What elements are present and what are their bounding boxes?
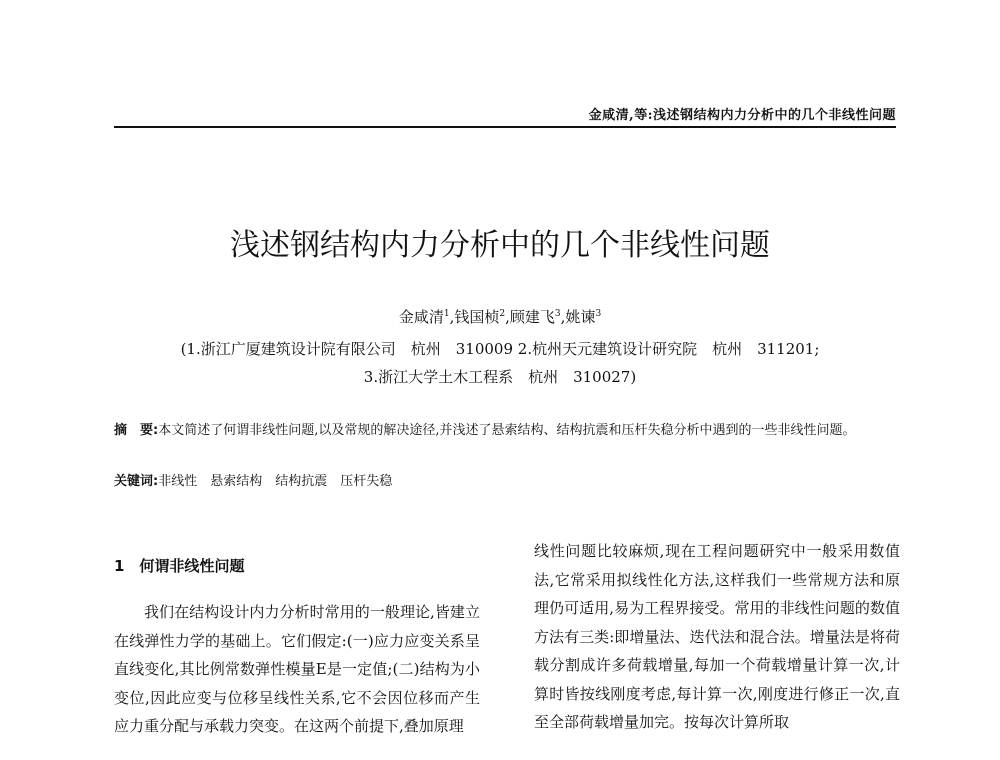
running-head: 金咸清,等:浅述钢结构内力分析中的几个非线性问题 bbox=[588, 108, 896, 123]
abstract-text: 本文简述了何谓非线性问题,以及常规的解决途径,并浅述了悬索结构、结构抗震和压杆失稳分析中遇到的一些非线性问题。 bbox=[158, 423, 856, 438]
author-name: 顾建飞 bbox=[509, 308, 555, 326]
author-affil-mark: 2 bbox=[499, 309, 506, 319]
keywords bbox=[114, 470, 896, 489]
author-affil-mark: 3 bbox=[595, 309, 602, 319]
author-name: 金咸清 bbox=[398, 308, 444, 326]
author-sep: , bbox=[449, 308, 455, 326]
keywords-label: 关键词: bbox=[114, 474, 159, 489]
abstract-label: 摘 要: bbox=[114, 423, 159, 438]
author-name: 钱国桢 bbox=[454, 308, 500, 326]
author-affil-mark: 1 bbox=[443, 309, 450, 319]
author-sep: , bbox=[560, 308, 566, 326]
header-rule bbox=[114, 126, 896, 128]
author-name: 姚谏 bbox=[565, 308, 596, 326]
right-column bbox=[534, 537, 900, 737]
affiliation-line-2: 3.浙江大学土木工程系 杭州 310027) bbox=[363, 368, 637, 386]
affiliation-line-1: (1.浙江广厦建筑设计院有限公司 杭州 310009 2.杭州天元建筑设计研究院 杭州 311201; bbox=[180, 340, 820, 358]
left-column bbox=[114, 598, 480, 741]
author-list bbox=[0, 306, 1000, 327]
section-heading: 1 何谓非线性问题 bbox=[114, 557, 245, 575]
author-sep: , bbox=[505, 308, 510, 326]
keywords-text: 非线性 悬索结构 结构抗震 压杆失稳 bbox=[158, 474, 393, 489]
author-affil-mark: 3 bbox=[554, 309, 561, 319]
paper-title: 浅述钢结构内力分析中的几个非线性问题 bbox=[230, 228, 770, 264]
body-paragraph: 我们在结构设计内力分析时常用的一般理论,皆建立在线弹性力学的基础上。它们假定:(一)应力应变关系呈直线变化,其比例常数弹性模量E是一定值;(二)结构为小变位,因此应变与位移呈线性关系,它不会因位移而产生应力重分配与承载力突变。在这两个前提下,叠加原理 bbox=[114, 603, 480, 735]
body-paragraph: 线性问题比较麻烦,现在工程问题研究中一般采用数值法,它常采用拟线性化方法,这样我们一些常规方法和原理仍可适用,易为工程界接受。常用的非线性问题的数值方法有三类:即增量法、迭代法和混合法。增量法是将荷载分割成许多荷载增量,每加一个荷载增量计算一次,计算时皆按线刚度考虑,每计算一次,刚度进行修正一次,直至全部荷载增量加完。按每次计算所取 bbox=[534, 542, 900, 731]
abstract bbox=[114, 420, 896, 442]
